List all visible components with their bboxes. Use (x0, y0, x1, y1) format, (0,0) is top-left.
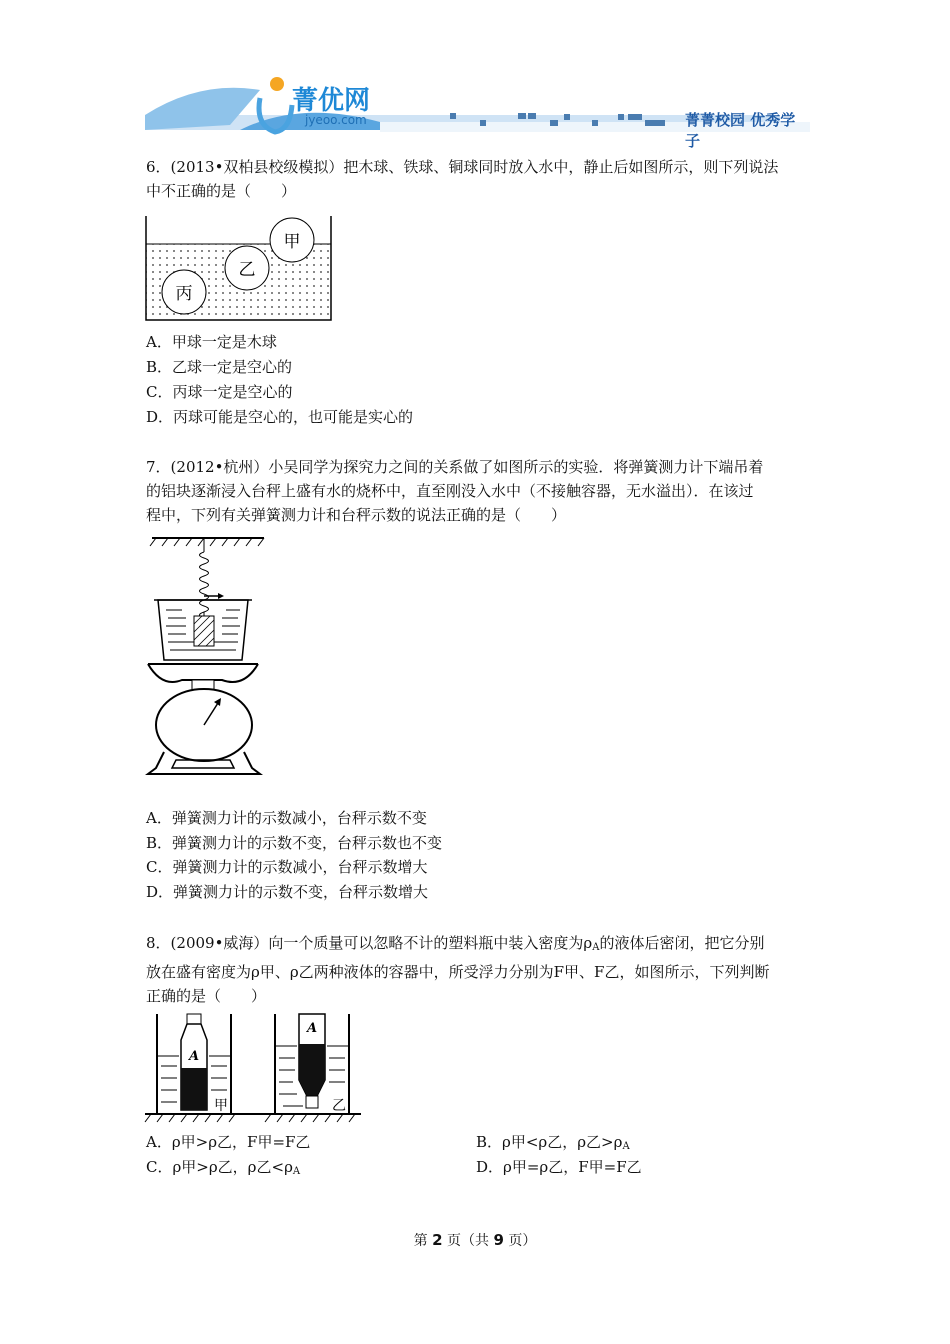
footer-middle: 页（共 (442, 1233, 494, 1249)
q6-option-b: B．乙球一定是空心的 (146, 358, 293, 376)
question-8-figure (143, 1010, 363, 1130)
question-6-figure (144, 214, 334, 324)
current-page-number: 2 (432, 1231, 443, 1249)
question-7 (146, 455, 811, 527)
ball-label-yi: 乙 (238, 260, 256, 280)
q8-option-b-subscript: A (622, 1141, 630, 1152)
q6-option-c: C．丙球一定是空心的 (146, 383, 293, 401)
q8-option-b-text: B．ρ甲<ρ乙，ρ乙>ρ (476, 1133, 623, 1151)
question-8-line1-text: 8．(2009•威海）向一个质量可以忽略不计的塑料瓶中装入密度为ρ (146, 934, 593, 952)
q7-option-c: C．弹簧测力计的示数减小，台秤示数增大 (146, 858, 428, 876)
q8-option-a: A．ρ甲>ρ乙，F甲=F乙 (146, 1133, 311, 1151)
question-8-line2: 放在盛有密度为ρ甲、ρ乙两种液体的容器中，所受浮力分别为F甲、F乙，如图所示，下列判断 (146, 963, 770, 981)
question-7-line3: 程中，下列有关弹簧测力计和台秤示数的说法正确的是（ ） (146, 506, 567, 524)
header-slogan: 菁菁校园 优秀学子 (685, 111, 796, 150)
page-header (140, 70, 810, 150)
question-7-line2: 的铝块逐渐浸入台秤上盛有水的烧杯中，直至刚没入水中（不接触容器，无水溢出）．在该过 (146, 482, 754, 500)
bottle-label-left: A (188, 1049, 200, 1064)
q8-option-b (476, 1131, 630, 1158)
q8-option-c-text: C．ρ甲>ρ乙，ρ乙<ρ (146, 1158, 293, 1176)
q7-option-b: B．弹簧测力计的示数不变，台秤示数也不变 (146, 834, 443, 852)
question-7-line1: 7．(2012•杭州）小吴同学为探究力之间的关系做了如图所示的实验．将弹簧测力计下端吊着 (146, 458, 764, 476)
q7-option-d: D．弹簧测力计的示数不变，台秤示数增大 (146, 883, 429, 901)
q8-option-c-subscript: A (292, 1166, 301, 1177)
bottle-label-right: A (306, 1021, 318, 1036)
logo-text: 菁优网 (292, 86, 371, 116)
question-7-figure (142, 530, 272, 788)
q6-option-d: D．丙球可能是空心的，也可能是实心的 (146, 408, 414, 426)
container-label-yi: 乙 (332, 1098, 346, 1114)
footer-prefix: 第 (413, 1233, 433, 1249)
footer-suffix: 页） (503, 1233, 537, 1249)
total-page-count: 9 (493, 1231, 504, 1249)
q6-option-a: A．甲球一定是木球 (146, 333, 277, 351)
question-8-line3: 正确的是（ ） (146, 987, 267, 1005)
ball-label-bing: 丙 (175, 284, 193, 304)
logo-url: jyeoo.com (305, 113, 367, 127)
ball-label-jia: 甲 (283, 232, 301, 252)
q8-option-c (146, 1156, 300, 1183)
q7-option-a: A．弹簧测力计的示数减小，台秤示数不变 (146, 809, 427, 827)
question-6-line1: 6．(2013•双柏县校级模拟）把木球、铁球、铜球同时放入水中，静止后如图所示，则下列说法 (146, 158, 779, 176)
question-8-line1 (146, 931, 811, 960)
q8-option-d: D．ρ甲=ρ乙，F甲=F乙 (476, 1158, 642, 1176)
question-6 (146, 155, 811, 203)
rho-a-subscript: A (592, 942, 600, 953)
container-label-jia: 甲 (214, 1098, 228, 1114)
page-footer (0, 1230, 950, 1250)
question-8-line1-tail: 的液体后密闭，把它分别 (599, 934, 765, 952)
question-8 (146, 931, 811, 1008)
question-6-line2: 中不正确的是（ ） (146, 182, 297, 200)
